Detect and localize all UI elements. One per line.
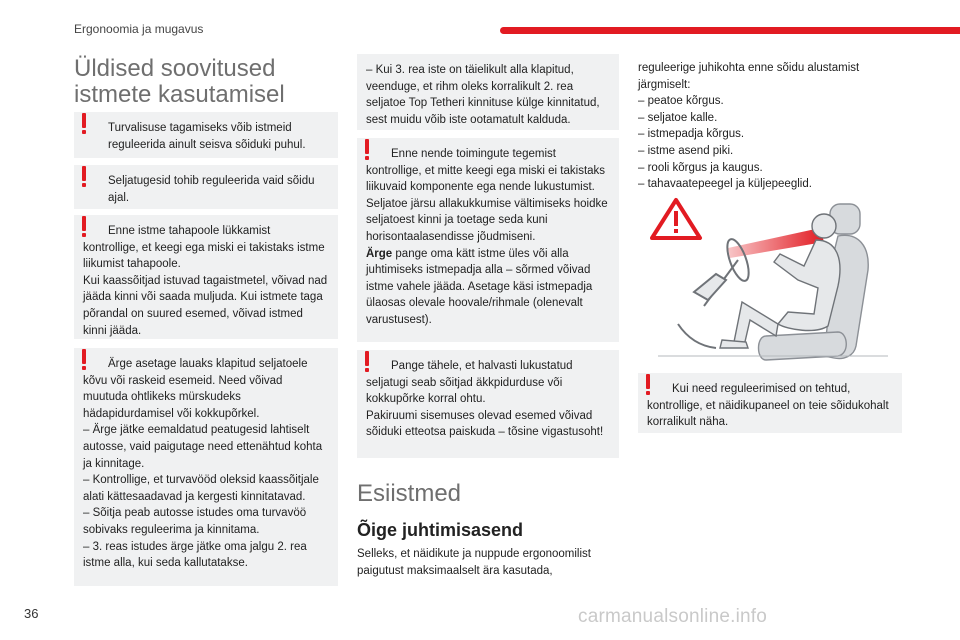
warning-text: Pange tähele, et halvasti lukustatud seljatugi seab sõitjad äkkpidurduse või kokkupõrke korral ohtu. bbox=[366, 360, 573, 406]
list-item: – istme asend piki. bbox=[638, 144, 734, 157]
warning-text: Turvalisuse tagamiseks võib istmeid reguleerida ainult seisva sõiduki puhul. bbox=[108, 122, 306, 151]
warning-text: Pakiruumi sisemuses olevad esemed võivad sõiduki etteotsa paiskuda – tõsine vigastusoht! bbox=[366, 409, 604, 439]
warning-text: Enne nende toimingute tegemist kontrollige, et mitte keegi ega miski ei takistaks liikuvaid komponente ega nende lukustumist. bbox=[366, 148, 606, 194]
warning-text-rest: pange oma kätt istme üles või alla juhtimiseks istmepadja alla – sõrmed võivad istme vahele jääda. Asetage käsi istmepadja ülaosas olevale hoovale/rihmale (olenevalt varustusest). bbox=[366, 247, 593, 326]
list-item: – rooli kõrgus ja kaugus. bbox=[638, 161, 763, 174]
warning-box-1 bbox=[74, 112, 338, 158]
running-header: Ergonoomia ja mugavus bbox=[74, 22, 204, 36]
section-title-general bbox=[74, 56, 338, 108]
warning-text: Seljatoe järsu allakukkumise vältimiseks hoidke seljatoest kinni ja toetage seda kuni horisontaalasendisse jõudmiseni. bbox=[366, 197, 608, 243]
warning-box-4 bbox=[74, 348, 338, 586]
intro-text: reguleerige juhikohta enne sõidu alustamist järgmiselt: bbox=[638, 62, 860, 91]
adjustment-list-block bbox=[638, 60, 902, 193]
warning-box-3 bbox=[74, 215, 338, 339]
warning-triangle-icon bbox=[652, 200, 700, 238]
list-item: – Sõitja peab autosse istudes oma turvavöö sobivaks reguleerima ja kinnitama. bbox=[83, 507, 307, 536]
list-item: – 3. reas istudes ärge jätke oma jalgu 2. rea istme alla, kui seda kallutatakse. bbox=[83, 540, 307, 570]
warning-text: Ärge asetage lauaks klapitud seljatoele kõvu või raskeid esemeid. Need võivad muutuda ohtlikeks mürskudeks hädapidurdamisel või kokkupõrkel. bbox=[83, 358, 308, 420]
note-box bbox=[357, 54, 619, 130]
body-paragraph bbox=[357, 546, 619, 579]
list-item: – tahavaatepeegel ja küljepeeglid. bbox=[638, 178, 812, 191]
list-item: – seljatoe kalle. bbox=[638, 111, 718, 124]
driver-seat-illustration bbox=[638, 196, 902, 370]
warning-box-6 bbox=[357, 350, 619, 458]
note-text: – Kui 3. rea iste on täielikult alla klapitud, veenduge, et rihm oleks korralikult 2. rea seljatoe Top Tetheri kinnituse külge kinnitatud, sest muidu võib iste ootamatult kalduda. bbox=[366, 64, 600, 126]
list-item: – peatoe kõrgus. bbox=[638, 95, 724, 108]
driver-figure-icon bbox=[720, 214, 840, 348]
section-title-front-seats: Esiistmed bbox=[357, 480, 462, 507]
warning-box-2 bbox=[74, 165, 338, 209]
warning-text: Kui need reguleerimised on tehtud, kontrollige, et näidikupaneel on teie sõidukohalt korralikult näha. bbox=[647, 383, 889, 429]
body-text: Selleks, et näidikute ja nuppude ergonoomilist paigutust maksimaalselt ära kasutada, bbox=[357, 548, 591, 577]
subsection-title: Õige juhtimisasend bbox=[357, 520, 524, 540]
list-item: – Ärge jätke eemaldatud peatugesid lahtiselt autosse, vaid paigutage need ettenähtud kohta ja kinnitage. bbox=[83, 424, 323, 470]
section-title-line-1: Üldised soovitused bbox=[74, 55, 276, 82]
warning-box-7 bbox=[638, 373, 902, 433]
warning-text: Seljatugesid tohib reguleerida vaid sõidu ajal. bbox=[108, 175, 315, 204]
bold-word: Ärge bbox=[366, 247, 393, 260]
warning-text: Enne istme tahapoole lükkamist kontrollige, et keegi ega miski ei takistaks istme liikumist tahapoole. bbox=[83, 225, 325, 271]
warning-text: Kui kaassõitjad istuvad tagaistmetel, võivad nad jääda kinni või saada muljuda. Kui istmete taga põrandal on suured esemed, võivad istmed kinni jääda. bbox=[83, 274, 328, 337]
header-accent-bar bbox=[500, 27, 960, 34]
warning-text bbox=[366, 246, 610, 329]
section-title-line-2: istmete kasutamisel bbox=[74, 81, 285, 108]
list-item: – Kontrollige, et turvavööd oleksid kaassõitjale alati kättesaadavad ja kergesti kinnitatavad. bbox=[83, 474, 319, 503]
page-number: 36 bbox=[24, 606, 39, 621]
warning-box-5 bbox=[357, 138, 619, 342]
list-item: – istmepadja kõrgus. bbox=[638, 128, 745, 141]
watermark: carmanualsonline.info bbox=[578, 606, 768, 627]
